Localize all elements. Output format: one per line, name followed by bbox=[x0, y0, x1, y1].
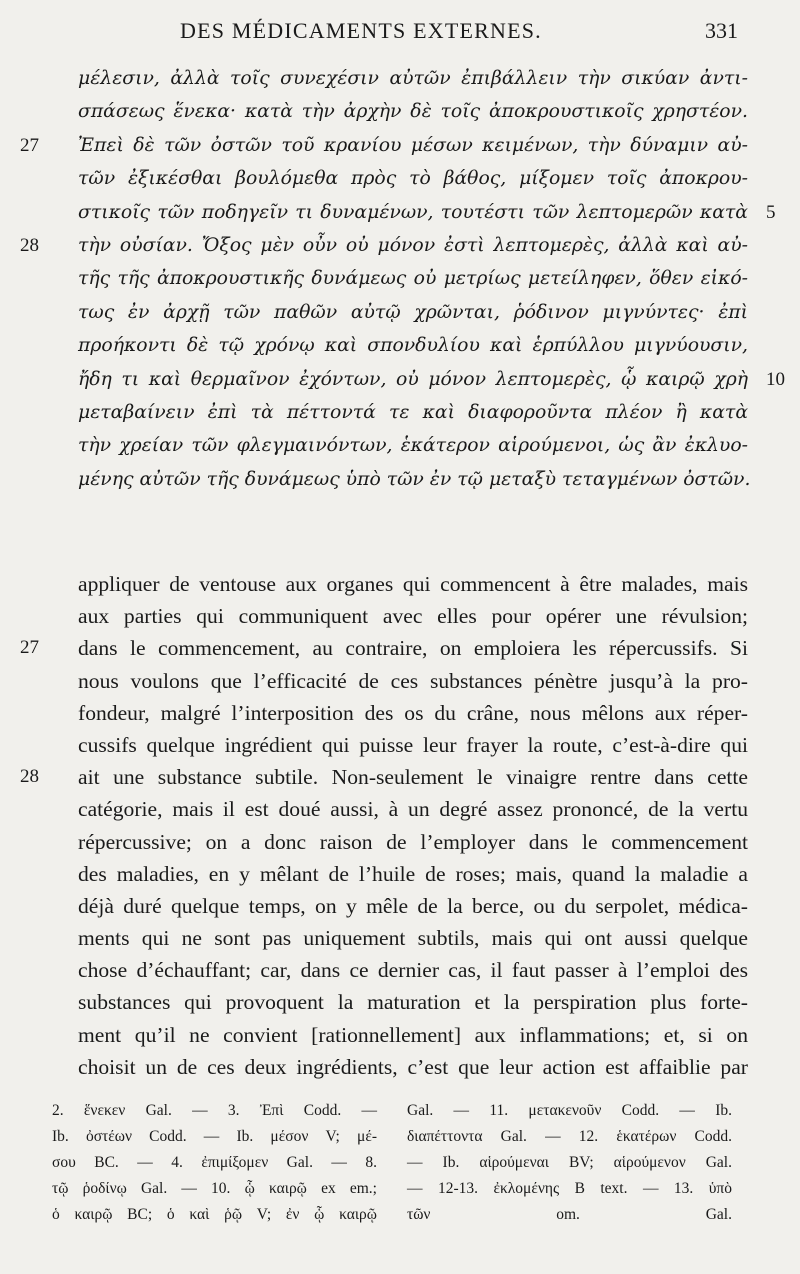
greek-line-text: σπάσεως ἕνεκα· κατὰ τὴν ἀρχὴν δὲ τοῖς ἀποκρουστικοῖς χρηστέον. bbox=[78, 101, 748, 123]
footnote-line: σου BC. — 4. ἐπιμίξομεν Gal. — 8. bbox=[52, 1154, 377, 1171]
french-line bbox=[78, 922, 748, 954]
greek-text-block bbox=[20, 62, 785, 496]
greek-line-text: μέλεσιν, ἀλλὰ τοῖς συνεχέσιν αὐτῶν ἐπιβάλλειν τὴν σικύαν ἀντι- bbox=[78, 68, 748, 89]
french-line bbox=[78, 697, 748, 729]
greek-line-text: μένης αὐτῶν τῆς δυνάμεως ὑπὸ τῶν ἐν τῷ μεταξὺ τεταγμένων ὀστῶν. bbox=[78, 468, 751, 490]
footnote-line: 2. ἕνεκεν Gal. — 3. Ἐπὶ Codd. — bbox=[52, 1102, 377, 1119]
footnote-line: Ib. ὀστέων Codd. — Ib. μέσον V; μέ- bbox=[52, 1128, 377, 1145]
greek-line bbox=[78, 62, 748, 95]
greek-line bbox=[78, 162, 748, 195]
footnote-line: ὁ καιρῷ BC; ὁ καὶ ῥῷ V; ἐν ᾧ καιρῷ bbox=[52, 1206, 377, 1223]
footnote-line: τῷ ῥοδίνῳ Gal. — 10. ᾧ καιρῷ ex em.; bbox=[52, 1180, 377, 1197]
line-number: 5 bbox=[766, 201, 776, 223]
greek-line-text: τῶν ἐξικέσθαι βουλόμεθα πρὸς τὸ βάθος, μίξομεν τοῖς ἀποκρου- bbox=[78, 168, 748, 190]
french-line-text: chose d’échauffant; car, dans ce dernier cas, il faut passer à l’emploi des bbox=[78, 958, 748, 983]
french-line bbox=[20, 761, 748, 793]
french-line-text: aux parties qui communiquent avec elles pour opérer une révulsion; bbox=[78, 604, 748, 629]
french-line-text: fondeur, malgré l’interposition des os du crâne, nous mêlons aux réper- bbox=[78, 700, 748, 725]
greek-line bbox=[78, 262, 748, 295]
french-line bbox=[78, 858, 748, 890]
greek-line-text: στικοῖς τῶν ποδηγεῖν τι δυναμένων, τουτέστι τῶν λεπτομερῶν κατὰ bbox=[78, 201, 748, 223]
greek-line-text: μεταβαίνειν ἐπὶ τὰ πέττοντά τε καὶ διαφοροῦντα πλέον ἢ κατὰ bbox=[78, 401, 748, 423]
greek-line bbox=[78, 329, 748, 362]
french-line bbox=[78, 890, 748, 922]
french-line-text: des maladies, en y mêlant de l’huile de roses; mais, quand la maladie a bbox=[78, 861, 748, 886]
french-line bbox=[78, 986, 748, 1018]
french-line-text: ments qui ne sont pas uniquement subtils, mais qui ont aussi quelque bbox=[78, 926, 748, 951]
footnotes bbox=[52, 1098, 752, 1238]
greek-line bbox=[20, 129, 748, 162]
greek-line-text: τῆς τῆς ἀποκρουστικῆς δυνάμεως οὐ μετρίως μετείληφεν, ὅθεν εἰκό- bbox=[78, 268, 748, 290]
running-header bbox=[150, 18, 750, 50]
greek-line bbox=[78, 429, 748, 462]
french-line-text: choisit un de ces deux ingrédients, c’est que leur action est affaiblie par bbox=[78, 1054, 748, 1079]
french-line bbox=[78, 600, 748, 632]
french-line bbox=[78, 568, 748, 600]
footnote-line: — 12-13. ἐκλομένης B text. — 13. ὑπὸ bbox=[407, 1180, 732, 1197]
footnotes-right-column bbox=[407, 1098, 732, 1228]
greek-line bbox=[78, 296, 748, 329]
french-line bbox=[20, 632, 748, 664]
footnote-line: διαπέττοντα Gal. — 12. ἑκατέρων Codd. bbox=[407, 1128, 732, 1145]
greek-line bbox=[78, 95, 748, 128]
page-number: 331 bbox=[705, 18, 738, 43]
french-translation-block bbox=[20, 568, 748, 1083]
french-line-text: nous voulons que l’efficacité de ces substances pénètre jusqu’à la pro- bbox=[78, 668, 748, 693]
french-line bbox=[78, 729, 748, 761]
french-line bbox=[78, 793, 748, 825]
french-line-text: catégorie, mais il est doué aussi, à un degré assez prononcé, de la vertu bbox=[78, 797, 748, 822]
french-line-text: dans le commencement, au contraire, on emploiera les répercussifs. Si bbox=[78, 636, 748, 661]
french-line-text: appliquer de ventouse aux organes qui commencent à être malades, mais bbox=[78, 572, 748, 596]
greek-line bbox=[20, 229, 748, 262]
french-line-text: déjà duré quelque temps, on y mêle de la berce, ou du serpolet, médica- bbox=[78, 893, 748, 918]
french-line-text: cussifs quelque ingrédient qui puisse leur frayer la route, c’est-à-dire qui bbox=[78, 732, 748, 757]
french-line-text: répercussive; on a donc raison de l’employer dans le commencement bbox=[78, 829, 748, 854]
greek-line-text: ἤδη τι καὶ θερμαῖνον ἐχόντων, οὐ μόνον λεπτομερὲς, ᾧ καιρῷ χρὴ bbox=[78, 368, 748, 390]
french-line-text: ment qu’il ne convient [rationnellement] aux inflammations; et, si on bbox=[78, 1022, 748, 1047]
french-line-text: substances qui provoquent la maturation et la perspiration plus forte- bbox=[78, 990, 748, 1015]
french-line bbox=[78, 954, 748, 986]
greek-line bbox=[78, 196, 776, 229]
chapter-number: 28 bbox=[20, 766, 39, 788]
greek-line-text: τὴν οὐσίαν. Ὄξος μὲν οὖν οὐ μόνον ἐστὶ λεπτομερὲς, ἀλλὰ καὶ αὐ- bbox=[78, 234, 748, 256]
greek-line bbox=[78, 396, 748, 429]
greek-line-text: τως ἐν ἀρχῇ τῶν παθῶν αὐτῷ χρῶνται, ῥόδινον μιγνύντες· ἐπὶ bbox=[78, 301, 748, 323]
greek-line-text: τὴν χρείαν τῶν φλεγμαινόντων, ἑκάτερον αἱρούμενοι, ὡς ἂν ἐκλυο- bbox=[78, 435, 748, 457]
french-line bbox=[78, 665, 748, 697]
french-line bbox=[78, 1019, 748, 1051]
french-line bbox=[78, 1051, 748, 1083]
greek-line bbox=[78, 463, 751, 496]
french-line-text: ait une substance subtile. Non-seulement le vinaigre rentre dans cette bbox=[78, 765, 748, 790]
french-line bbox=[78, 826, 748, 858]
line-number: 10 bbox=[766, 368, 785, 390]
chapter-number: 27 bbox=[20, 134, 39, 156]
greek-line-text: Ἐπεὶ δὲ τῶν ὀστῶν τοῦ κρανίου μέσων κειμένων, τὴν δύναμιν αὐ- bbox=[78, 134, 748, 156]
footnote-line: — Ib. αἱρούμεναι BV; αἱρούμενον Gal. bbox=[407, 1154, 732, 1171]
greek-line bbox=[78, 363, 785, 396]
footnote-line: τῶν om. Gal. bbox=[407, 1206, 732, 1223]
footnotes-left-column bbox=[52, 1098, 377, 1228]
footnote-line: Gal. — 11. μετακενοῦν Codd. — Ib. bbox=[407, 1102, 732, 1119]
header-title: DES MÉDICAMENTS EXTERNES. bbox=[180, 18, 542, 43]
chapter-number: 28 bbox=[20, 234, 39, 256]
greek-line-text: προήκοντι δὲ τῷ χρόνῳ καὶ σπονδυλίου καὶ ἑρπύλλου μιγνύουσιν, bbox=[78, 335, 748, 357]
chapter-number: 27 bbox=[20, 637, 39, 659]
